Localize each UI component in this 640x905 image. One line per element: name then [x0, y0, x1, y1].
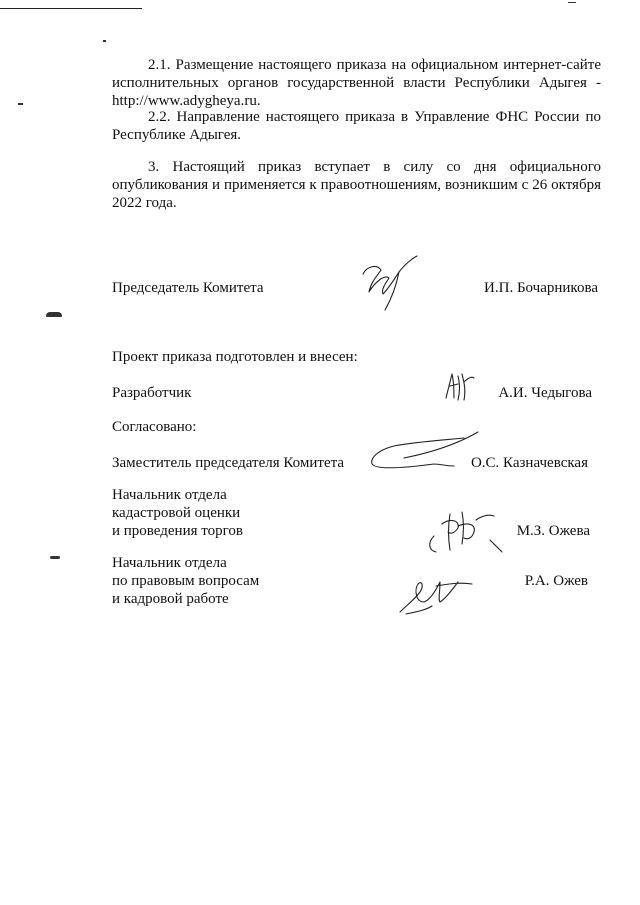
deputy-title: Заместитель председателя Комитета: [112, 455, 344, 471]
legal-head-title-line: по правовым вопросам: [112, 573, 260, 589]
deputy-signature: [364, 428, 484, 474]
cadastral-head-title-line: и проведения торгов: [112, 523, 243, 539]
cadastral-head-signature: [424, 498, 508, 560]
deputy-name: О.С. Казначевская: [470, 455, 588, 471]
scan-speck: [103, 40, 106, 42]
cadastral-head-title: [112, 486, 243, 540]
scan-speck: [50, 556, 60, 559]
paragraph-2-1: 2.1. Размещение настоящего приказа на официальном интернет-сайте исполнительных органов государственной власти Республики Адыгея - http://www.adygheya.ru.: [112, 57, 601, 109]
prepared-by-label: Проект приказа подготовлен и внесен:: [112, 349, 358, 365]
developer-title: Разработчик: [112, 385, 192, 401]
legal-head-title: [112, 554, 259, 608]
chairman-name: И.П. Бочарникова: [484, 280, 598, 296]
chairman-title: Председатель Комитета: [112, 280, 264, 296]
legal-head-title-line: Начальник отдела: [112, 555, 227, 571]
paragraph-3: 3. Настоящий приказ вступает в силу со дня официального опубликования и применяется к правоотношениям, возникшим с 26 октября 2022 года.: [112, 159, 601, 211]
chairman-signature: [355, 252, 425, 322]
cadastral-head-name: М.З. Ожева: [516, 523, 590, 539]
developer-name: А.И. Чедыгова: [498, 385, 592, 401]
paragraph-2-2: 2.2. Направление настоящего приказа в Управление ФНС России по Республике Адыгея.: [112, 109, 601, 143]
cadastral-head-title-line: Начальник отдела: [112, 487, 227, 503]
scan-speck: [568, 2, 576, 3]
agreed-label: Согласовано:: [112, 419, 197, 435]
legal-head-name: Р.А. Ожев: [524, 573, 588, 589]
developer-signature: [442, 368, 478, 404]
legal-head-signature: [396, 562, 476, 616]
cadastral-head-title-line: кадастровой оценки: [112, 505, 241, 521]
legal-head-title-line: и кадровой работе: [112, 591, 229, 607]
scan-artifact-line: [0, 8, 142, 9]
scan-speck: [18, 103, 23, 105]
scan-speck: [46, 312, 62, 317]
